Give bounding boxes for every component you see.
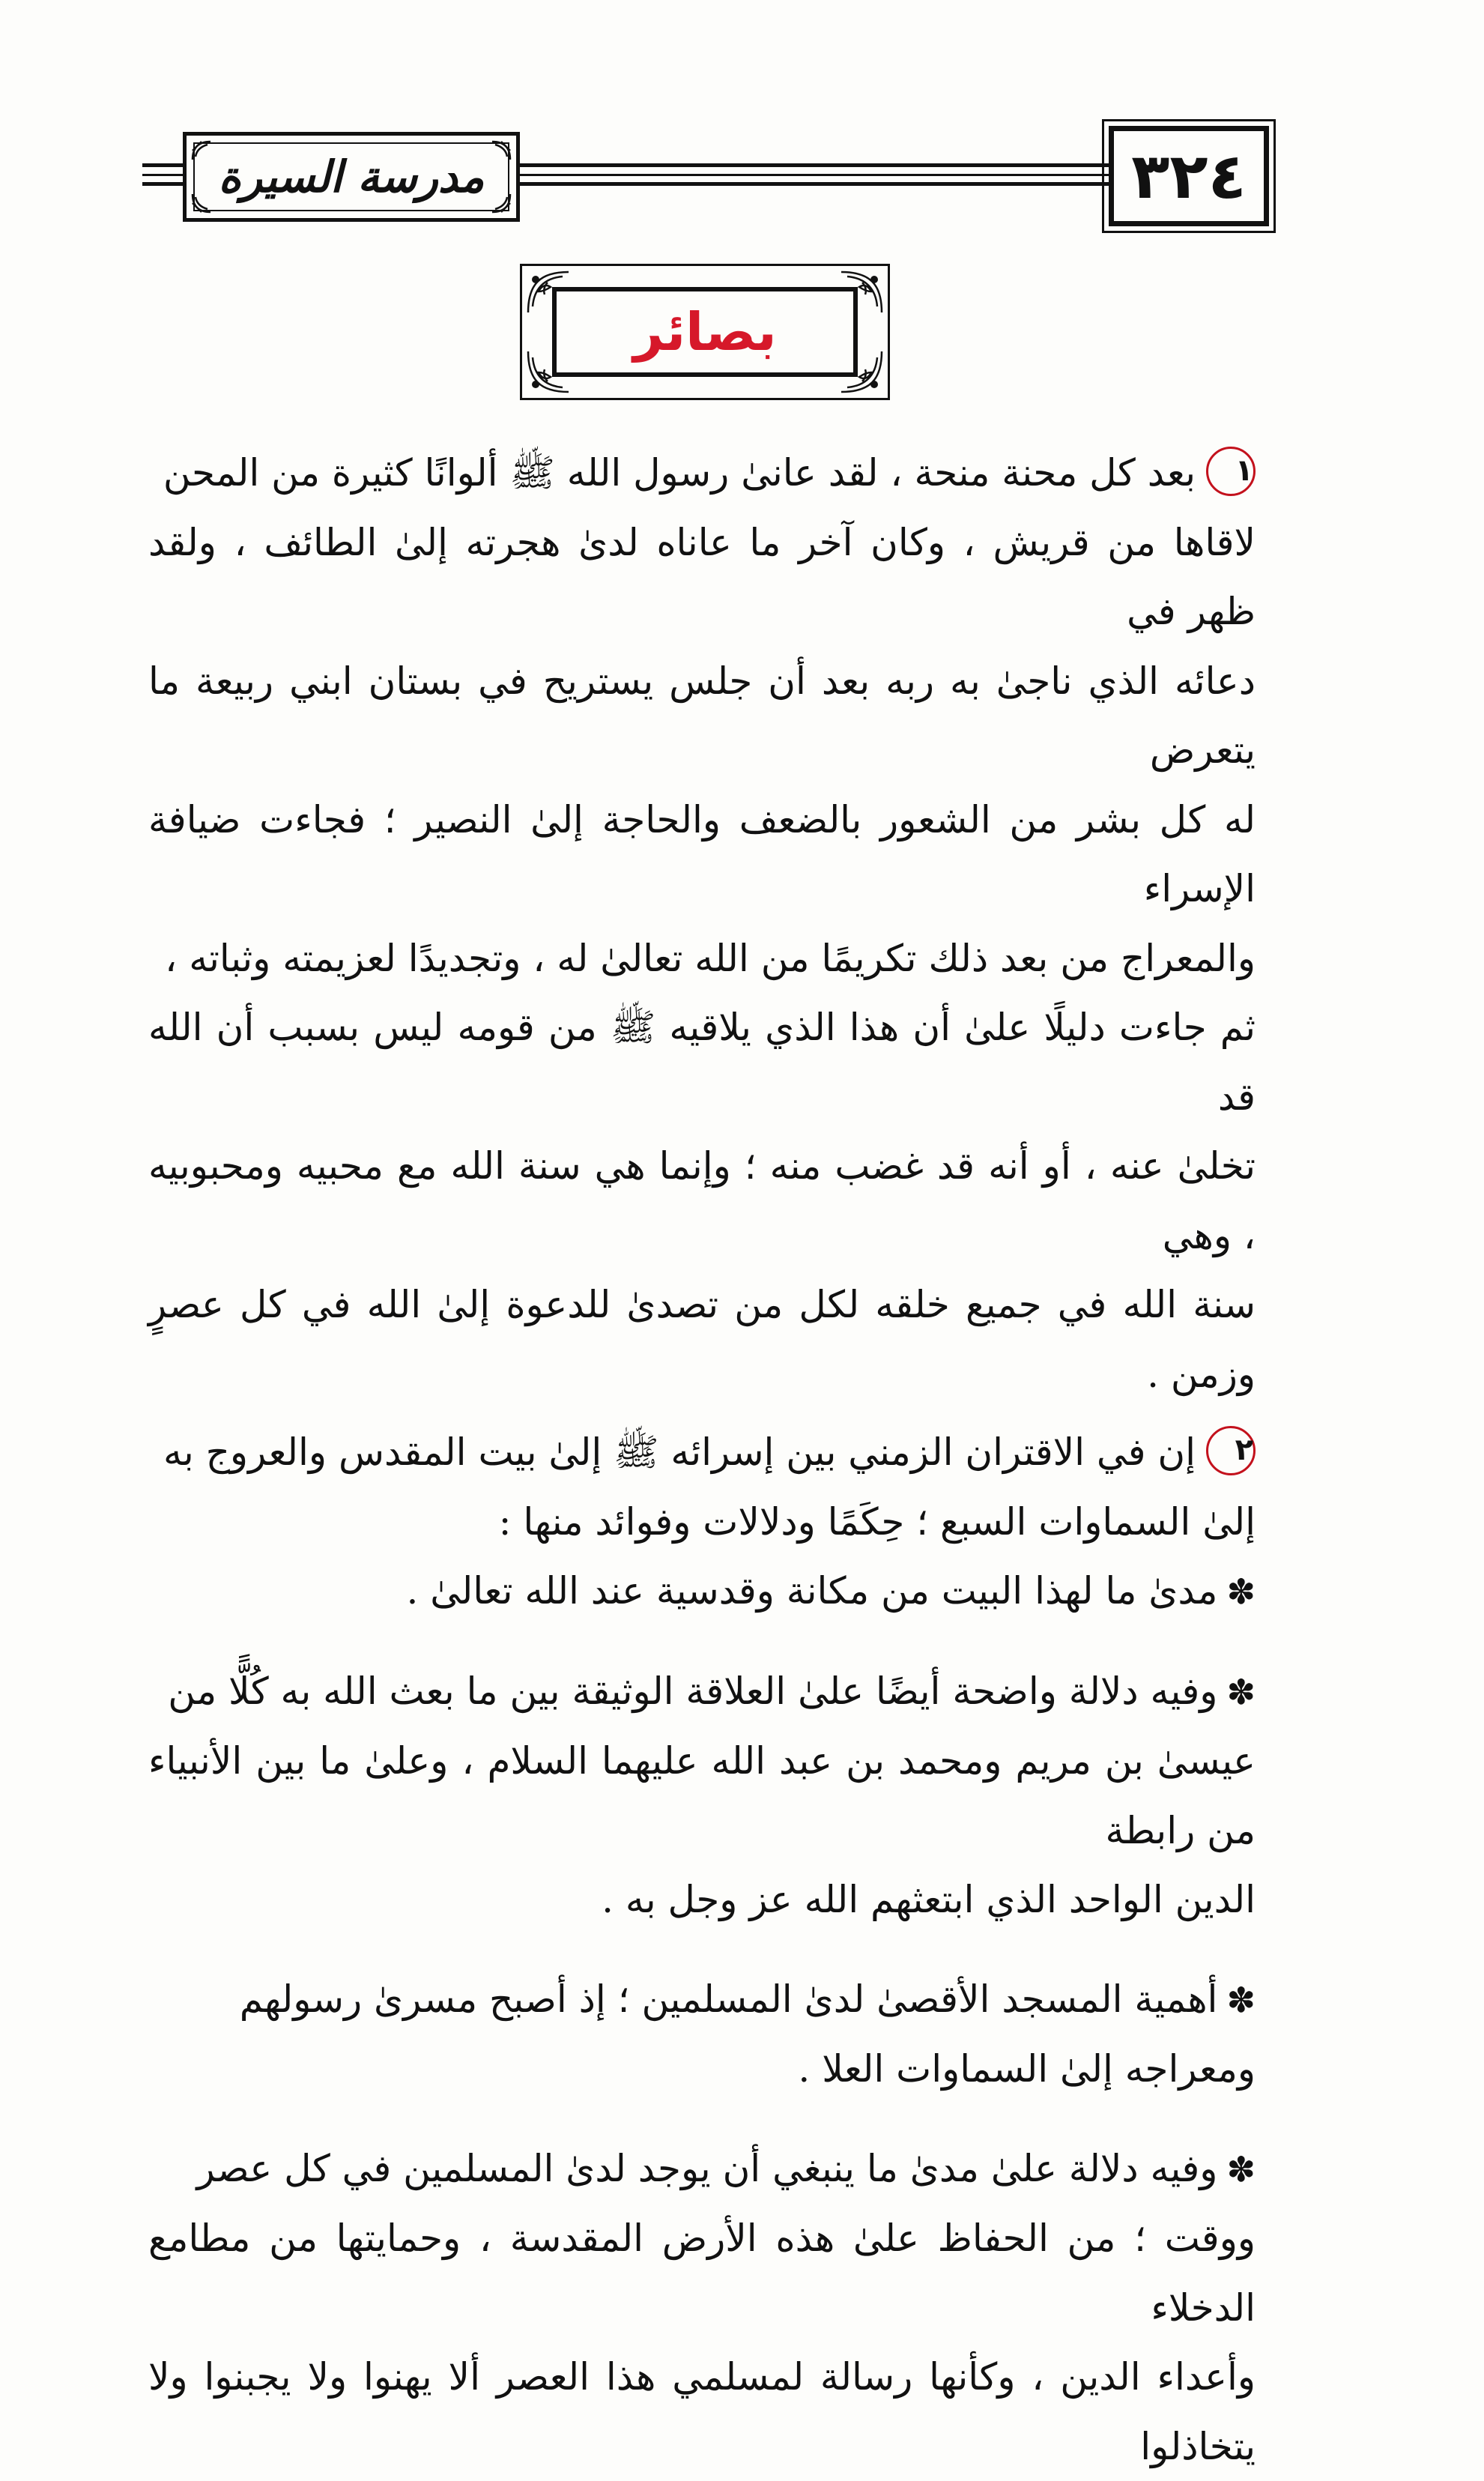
text-line: عيسىٰ بن مريم ومحمد بن عبد الله عليهما السلام ، وعلىٰ ما بين الأنبياء من رابطة [148,1726,1256,1865]
page-header [0,0,1484,225]
text-line: ✽أهمية المسجد الأقصىٰ لدىٰ المسلمين ؛ إذ أصبح مسرىٰ رسولهم [148,1965,1256,2035]
bullet-item [148,2134,1256,2481]
text-line: ثم جاءت دليلًا علىٰ أن هذا الذي يلاقيه ﷺ من قومه ليس بسبب أن الله قد [148,993,1256,1131]
page-number: ٣٢٤ [1131,139,1247,213]
bullet-item [148,1965,1256,2104]
point-number: ٢ [1206,1426,1256,1475]
body-text [148,438,1256,2481]
text-line: دعائه الذي ناجىٰ به ربه بعد أن جلس يستريح في بستان ابني ربيعة ما يتعرض [148,647,1256,785]
corner-ornament-icon [191,193,212,214]
text-line: ✽وفيه دلالة واضحة أيضًا علىٰ العلاقة الوثيقة بين ما بعث الله به كُلًّا من [148,1657,1256,1727]
point-number: ١ [1206,447,1256,496]
text-line: ومعراجه إلىٰ السماوات العلا . [148,2034,1256,2104]
text-line: سنة الله في جميع خلقه لكل من تصدىٰ للدعوة إلىٰ الله في كل عصرٍ وزمن . [148,1270,1256,1409]
corner-ornament-icon [191,140,212,161]
corner-ornament-icon [491,193,512,214]
corner-ornament-icon [491,140,512,161]
text-line: ✽وفيه دلالة علىٰ مدىٰ ما ينبغي أن يوجد لدىٰ المسلمين في كل عصر [148,2134,1256,2205]
numbered-point [148,438,1256,1409]
text-line: له كل بشر من الشعور بالضعف والحاجة إلىٰ النصير ؛ فجاءت ضيافة الإسراء [148,785,1256,924]
text-line: ١بعد كل محنة منحة ، لقد عانىٰ رسول الله ﷺ ألوانًا كثيرة من المحن [148,438,1256,508]
flower-bullet-icon: ✽ [1226,1980,1256,2020]
text-line: وأعداء الدين ، وكأنها رسالة لمسلمي هذا العصر ألا يهنوا ولا يجبنوا ولا يتخاذلوا [148,2342,1256,2481]
text-line: والمعراج من بعد ذلك تكريمًا من الله تعالىٰ له ، وتجديدًا لعزيمته وثباته ، [148,924,1256,994]
text-line: لاقاها من قريش ، وكان آخر ما عاناه لدىٰ هجرته إلىٰ الطائف ، ولقد ظهر في [148,508,1256,647]
text-line: الدين الواحد الذي ابتعثهم الله عز وجل به . [148,1865,1256,1935]
numbered-point [148,1418,1256,1556]
text-line: ٢إن في الاقتران الزمني بين إسرائه ﷺ إلىٰ بيت المقدس والعروج به [148,1418,1256,1487]
bullet-item [148,1556,1256,1627]
book-title: مدرسة السيرة [219,151,485,202]
flower-bullet-icon: ✽ [1226,2149,1256,2190]
section-title-frame [520,264,890,400]
text-line: تخلىٰ عنه ، أو أنه قد غضب منه ؛ وإنما هي سنة الله مع محبيه ومحبوبيه ، وهي [148,1131,1256,1270]
flower-bullet-icon: ✽ [1226,1571,1256,1612]
text-line: ووقت ؛ من الحفاظ علىٰ هذه الأرض المقدسة ، وحمايتها من مطامع الدخلاء [148,2204,1256,2342]
bullet-item [148,1657,1256,1935]
page-number-frame [1109,126,1269,226]
text-line: ✽مدىٰ ما لهذا البيت من مكانة وقدسية عند الله تعالىٰ . [148,1556,1256,1627]
text-line: إلىٰ السماوات السبع ؛ حِكَمًا ودلالات وفوائد منها : [148,1487,1256,1557]
book-title-frame [183,132,520,222]
flower-bullet-icon: ✽ [1226,1672,1256,1712]
section-title: بصائر [633,301,776,363]
